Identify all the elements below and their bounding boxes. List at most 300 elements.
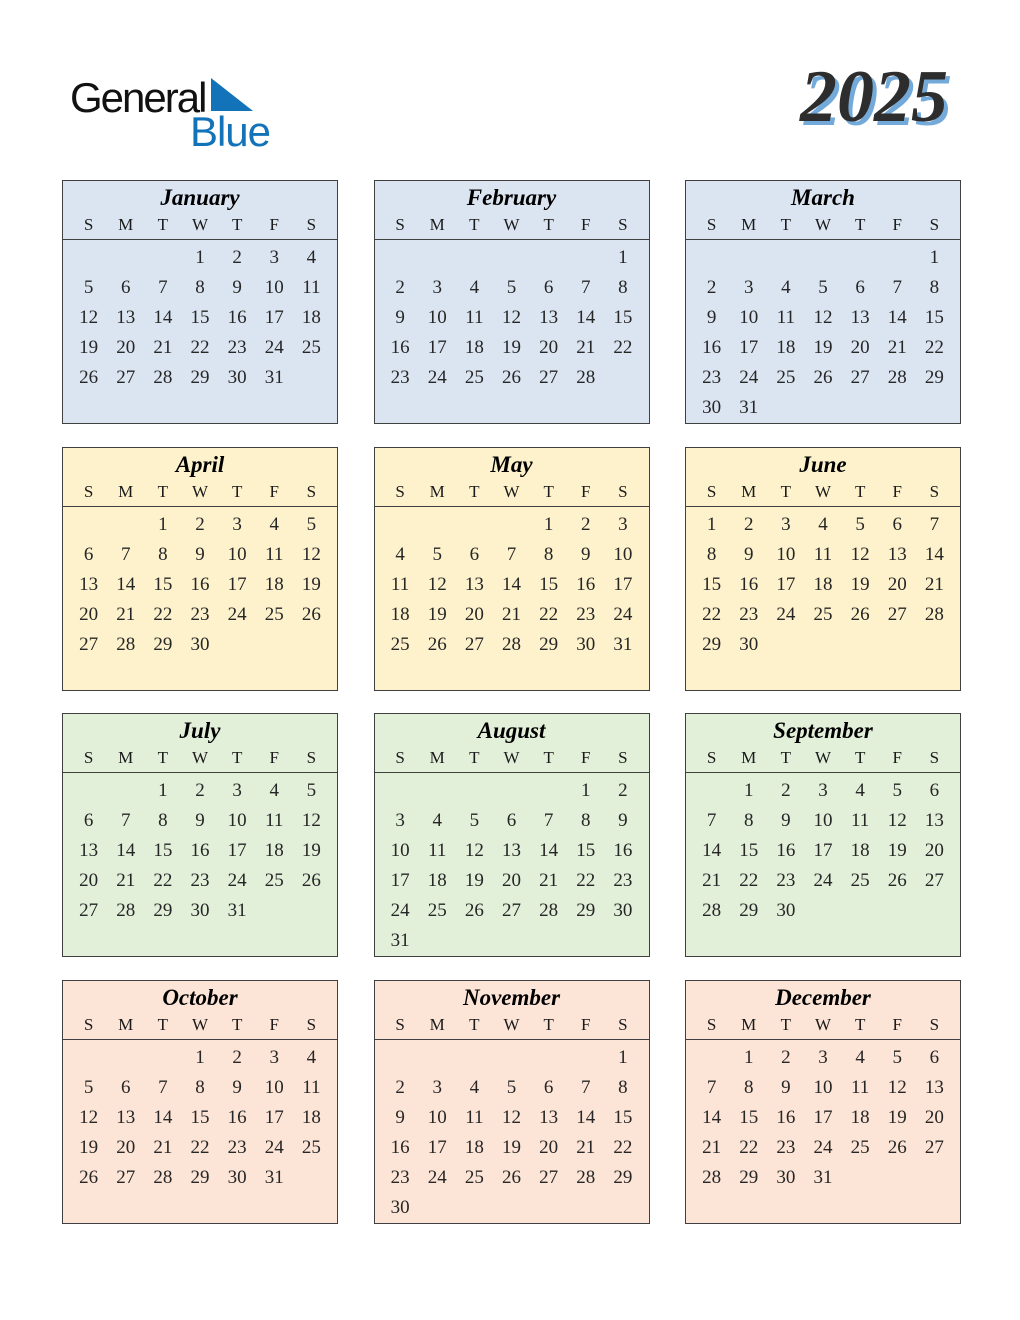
month-card-november bbox=[374, 980, 650, 1224]
month-card-september bbox=[685, 713, 961, 957]
date-cell: 8 bbox=[195, 1076, 205, 1098]
weekday-label: S bbox=[618, 748, 628, 767]
weekday-header-row bbox=[375, 1014, 649, 1036]
date-cell: 28 bbox=[702, 900, 722, 921]
date-cell: 13 bbox=[79, 573, 99, 595]
date-cell: 22 bbox=[702, 603, 722, 625]
weekday-label: T bbox=[854, 215, 866, 234]
date-cell: 1 bbox=[743, 1046, 754, 1068]
weekday-label: S bbox=[306, 215, 317, 234]
date-cell: 18 bbox=[464, 337, 484, 358]
date-cell: 7 bbox=[506, 543, 517, 565]
date-cell: 30 bbox=[190, 633, 210, 655]
empty-date-cell bbox=[219, 630, 256, 660]
date-cell: 29 bbox=[702, 633, 722, 655]
month-title: December bbox=[775, 984, 871, 1010]
weekday-label: M bbox=[118, 481, 134, 501]
weekday-label: S bbox=[83, 481, 94, 501]
month-title: August bbox=[477, 718, 546, 743]
date-cell: 26 bbox=[850, 603, 870, 625]
date-cell: 28 bbox=[576, 367, 596, 388]
date-cell: 22 bbox=[613, 337, 633, 358]
date-cell: 10 bbox=[776, 543, 796, 565]
date-cell: 10 bbox=[739, 307, 759, 328]
date-cell: 9 bbox=[781, 810, 791, 831]
weekday-label: S bbox=[306, 481, 317, 501]
weekday-label: S bbox=[929, 1014, 940, 1034]
date-cell: 24 bbox=[613, 603, 633, 625]
date-cell: 2 bbox=[395, 277, 405, 298]
date-cell: 1 bbox=[929, 247, 940, 268]
weekday-label: T bbox=[543, 1014, 554, 1034]
date-cell: 4 bbox=[395, 543, 405, 565]
date-cell: 13 bbox=[116, 1106, 136, 1128]
flag-triangle-icon bbox=[211, 78, 253, 111]
date-cell: 27 bbox=[79, 900, 99, 921]
date-cell: 25 bbox=[776, 367, 796, 388]
weekday-label: T bbox=[157, 748, 169, 767]
weekday-label: S bbox=[929, 215, 940, 234]
weekday-label: M bbox=[429, 215, 445, 234]
date-cell: 24 bbox=[813, 870, 833, 891]
month-title: June bbox=[799, 451, 847, 477]
date-cell: 27 bbox=[464, 633, 484, 655]
date-cell: 29 bbox=[153, 900, 173, 921]
date-cell: 21 bbox=[576, 337, 596, 358]
date-cell: 22 bbox=[190, 337, 210, 358]
date-cell: 1 bbox=[618, 247, 628, 268]
empty-date-cell bbox=[693, 243, 730, 273]
date-cell: 15 bbox=[702, 573, 722, 595]
weekday-label: F bbox=[269, 748, 279, 767]
date-cell: 20 bbox=[464, 603, 484, 625]
month-header bbox=[63, 984, 337, 1040]
date-cell: 8 bbox=[618, 277, 628, 298]
date-cell: 13 bbox=[501, 840, 521, 861]
date-cell: 5 bbox=[432, 543, 442, 565]
date-cell: 31 bbox=[613, 633, 633, 655]
date-cell: 23 bbox=[702, 367, 722, 388]
weekday-label: S bbox=[618, 215, 628, 234]
date-cell: 4 bbox=[306, 247, 317, 268]
date-grid bbox=[686, 1040, 960, 1193]
date-cell: 16 bbox=[190, 840, 210, 861]
weekday-label: M bbox=[118, 1014, 134, 1034]
date-cell: 18 bbox=[464, 1136, 484, 1158]
date-grid bbox=[63, 507, 337, 660]
date-cell: 22 bbox=[739, 870, 759, 891]
date-cell: 1 bbox=[543, 513, 554, 535]
date-cell: 18 bbox=[427, 870, 447, 891]
weekday-label: T bbox=[469, 1014, 480, 1034]
date-cell: 9 bbox=[581, 543, 591, 565]
date-cell: 25 bbox=[264, 603, 284, 625]
date-cell: 30 bbox=[613, 900, 633, 921]
date-cell: 2 bbox=[781, 780, 791, 801]
month-card-october bbox=[62, 980, 338, 1224]
weekday-label: W bbox=[814, 1014, 832, 1034]
date-cell: 24 bbox=[390, 900, 410, 921]
weekday-label: S bbox=[618, 481, 628, 501]
date-cell: 10 bbox=[227, 810, 247, 831]
date-cell: 18 bbox=[264, 840, 284, 861]
date-cell: 7 bbox=[929, 513, 940, 535]
date-cell: 1 bbox=[158, 780, 168, 801]
date-grid bbox=[63, 1040, 337, 1193]
weekday-label: W bbox=[503, 481, 520, 501]
date-grid bbox=[375, 1040, 649, 1223]
date-cell: 26 bbox=[464, 900, 484, 921]
date-cell: 12 bbox=[501, 307, 521, 328]
date-cell: 11 bbox=[850, 1076, 870, 1098]
weekday-label: S bbox=[706, 1014, 717, 1034]
date-cell: 5 bbox=[506, 277, 517, 298]
weekday-label: F bbox=[269, 481, 279, 501]
date-cell: 7 bbox=[706, 1076, 717, 1098]
date-cell: 25 bbox=[301, 337, 321, 358]
date-cell: 28 bbox=[702, 1166, 722, 1188]
date-cell: 3 bbox=[432, 277, 442, 298]
date-cell: 14 bbox=[702, 840, 722, 861]
date-cell: 2 bbox=[581, 513, 591, 535]
date-cell: 31 bbox=[739, 397, 759, 418]
empty-date-cell bbox=[107, 510, 144, 540]
date-cell: 10 bbox=[227, 543, 247, 565]
empty-date-cell bbox=[70, 510, 107, 540]
date-cell: 26 bbox=[301, 603, 321, 625]
date-cell: 22 bbox=[190, 1136, 210, 1158]
date-cell: 8 bbox=[618, 1076, 628, 1098]
date-cell: 15 bbox=[924, 307, 944, 328]
month-header bbox=[686, 184, 960, 240]
weekday-label: T bbox=[157, 481, 169, 501]
date-cell: 4 bbox=[469, 1076, 480, 1098]
date-cell: 17 bbox=[427, 337, 447, 358]
empty-date-cell bbox=[604, 926, 641, 956]
date-cell: 6 bbox=[120, 1076, 131, 1098]
date-cell: 27 bbox=[539, 1166, 559, 1188]
date-cell: 30 bbox=[776, 900, 796, 921]
date-cell: 13 bbox=[924, 1076, 944, 1098]
date-cell: 16 bbox=[613, 840, 633, 861]
empty-date-cell bbox=[530, 926, 567, 956]
date-cell: 22 bbox=[153, 603, 173, 625]
date-cell: 1 bbox=[618, 1046, 628, 1068]
date-cell: 14 bbox=[702, 1106, 722, 1128]
weekday-label: F bbox=[269, 215, 279, 234]
date-grid bbox=[375, 773, 649, 956]
date-cell: 17 bbox=[813, 840, 833, 861]
date-cell: 8 bbox=[706, 543, 717, 565]
date-cell: 27 bbox=[501, 900, 521, 921]
date-cell: 21 bbox=[702, 870, 722, 891]
date-cell: 6 bbox=[543, 1076, 554, 1098]
date-cell: 12 bbox=[427, 573, 447, 595]
months-grid bbox=[62, 180, 961, 1224]
weekday-header-row bbox=[686, 747, 960, 769]
date-cell: 18 bbox=[301, 1106, 321, 1128]
empty-date-cell bbox=[382, 243, 419, 273]
date-cell: 27 bbox=[116, 1166, 136, 1188]
weekday-label: M bbox=[429, 748, 445, 767]
empty-date-cell bbox=[804, 630, 841, 660]
date-cell: 26 bbox=[79, 367, 99, 388]
date-cell: 21 bbox=[116, 870, 136, 891]
weekday-label: T bbox=[157, 1014, 169, 1034]
date-cell: 15 bbox=[739, 840, 759, 861]
empty-date-cell bbox=[693, 776, 730, 806]
date-cell: 8 bbox=[158, 543, 168, 565]
date-cell: 21 bbox=[924, 573, 944, 595]
date-cell: 21 bbox=[887, 337, 907, 358]
date-cell: 12 bbox=[850, 543, 870, 565]
date-cell: 13 bbox=[887, 543, 907, 565]
weekday-label: S bbox=[306, 748, 317, 767]
date-cell: 5 bbox=[83, 1076, 94, 1098]
weekday-label: S bbox=[83, 748, 94, 767]
date-grid bbox=[686, 507, 960, 660]
month-title: April bbox=[175, 451, 225, 477]
date-cell: 3 bbox=[432, 1076, 442, 1098]
weekday-label: T bbox=[780, 215, 792, 234]
weekday-header-row bbox=[375, 481, 649, 503]
date-cell: 28 bbox=[153, 367, 173, 388]
date-cell: 3 bbox=[395, 810, 405, 831]
date-cell: 14 bbox=[924, 543, 944, 565]
date-cell: 6 bbox=[892, 513, 903, 535]
empty-date-cell bbox=[804, 243, 841, 273]
date-cell: 2 bbox=[781, 1046, 791, 1068]
empty-date-cell bbox=[567, 1193, 604, 1223]
date-cell: 17 bbox=[813, 1106, 833, 1128]
month-card-august bbox=[374, 713, 650, 957]
empty-date-cell bbox=[879, 243, 916, 273]
date-cell: 3 bbox=[232, 513, 242, 535]
weekday-label: T bbox=[780, 1014, 792, 1034]
date-cell: 24 bbox=[739, 367, 759, 388]
month-title: January bbox=[160, 185, 240, 210]
date-cell: 19 bbox=[301, 840, 321, 861]
date-cell: 17 bbox=[390, 870, 410, 891]
date-cell: 28 bbox=[924, 603, 944, 625]
month-card-april bbox=[62, 447, 338, 691]
empty-date-cell bbox=[916, 393, 953, 423]
date-cell: 24 bbox=[427, 367, 447, 388]
date-cell: 4 bbox=[269, 513, 280, 535]
empty-date-cell bbox=[382, 776, 419, 806]
weekday-label: T bbox=[543, 748, 554, 767]
month-card-march bbox=[685, 180, 961, 424]
empty-date-cell bbox=[879, 896, 916, 926]
empty-date-cell bbox=[916, 630, 953, 660]
date-cell: 10 bbox=[813, 810, 833, 831]
date-cell: 7 bbox=[158, 277, 168, 298]
weekday-label: F bbox=[581, 481, 591, 501]
date-cell: 20 bbox=[79, 603, 99, 625]
weekday-label: T bbox=[231, 215, 243, 234]
date-cell: 7 bbox=[581, 277, 591, 298]
empty-date-cell bbox=[493, 1043, 530, 1073]
date-cell: 14 bbox=[539, 840, 559, 861]
date-cell: 22 bbox=[153, 870, 173, 891]
date-cell: 22 bbox=[613, 1136, 633, 1158]
date-cell: 4 bbox=[306, 1046, 317, 1068]
date-cell: 9 bbox=[232, 277, 242, 298]
date-cell: 25 bbox=[264, 870, 284, 891]
weekday-label: W bbox=[814, 215, 832, 234]
date-cell: 22 bbox=[539, 603, 559, 625]
date-cell: 29 bbox=[190, 367, 210, 388]
date-cell: 4 bbox=[432, 810, 442, 831]
empty-date-cell bbox=[419, 776, 456, 806]
weekday-label: S bbox=[929, 748, 940, 767]
date-cell: 10 bbox=[390, 840, 410, 861]
empty-date-cell bbox=[842, 896, 879, 926]
weekday-label: S bbox=[395, 215, 405, 234]
date-cell: 6 bbox=[506, 810, 517, 831]
weekday-label: M bbox=[118, 215, 134, 234]
date-cell: 29 bbox=[539, 633, 559, 655]
date-cell: 26 bbox=[501, 1166, 521, 1188]
date-cell: 26 bbox=[427, 633, 447, 655]
empty-date-cell bbox=[293, 363, 330, 393]
weekday-label: W bbox=[191, 215, 209, 234]
date-cell: 19 bbox=[464, 870, 484, 891]
month-card-december bbox=[685, 980, 961, 1224]
empty-date-cell bbox=[879, 1163, 916, 1193]
date-cell: 12 bbox=[464, 840, 484, 861]
weekday-label: W bbox=[191, 1014, 209, 1034]
weekday-label: M bbox=[741, 215, 757, 234]
date-cell: 25 bbox=[390, 633, 410, 655]
date-cell: 8 bbox=[581, 810, 591, 831]
date-cell: 17 bbox=[264, 1106, 284, 1128]
empty-date-cell bbox=[456, 1193, 493, 1223]
date-cell: 1 bbox=[706, 513, 717, 535]
empty-date-cell bbox=[842, 1163, 879, 1193]
date-cell: 20 bbox=[116, 1136, 136, 1158]
date-cell: 5 bbox=[855, 513, 865, 535]
date-cell: 4 bbox=[855, 1046, 865, 1068]
weekday-label: S bbox=[395, 481, 405, 501]
date-cell: 10 bbox=[264, 1076, 284, 1098]
date-cell: 26 bbox=[887, 870, 907, 891]
date-cell: 2 bbox=[395, 1076, 405, 1098]
date-cell: 15 bbox=[576, 840, 596, 861]
date-cell: 5 bbox=[892, 780, 903, 801]
date-cell: 11 bbox=[390, 573, 410, 595]
empty-date-cell bbox=[419, 926, 456, 956]
empty-date-cell bbox=[842, 243, 879, 273]
weekday-label: T bbox=[780, 481, 792, 501]
date-cell: 28 bbox=[501, 633, 521, 655]
date-grid bbox=[63, 773, 337, 926]
empty-date-cell bbox=[107, 1043, 144, 1073]
weekday-label: T bbox=[469, 748, 480, 767]
date-cell: 15 bbox=[539, 573, 559, 595]
weekday-header-row bbox=[63, 747, 337, 769]
weekday-label: S bbox=[706, 215, 717, 234]
date-cell: 1 bbox=[158, 513, 168, 535]
date-cell: 7 bbox=[892, 277, 903, 298]
month-header bbox=[63, 184, 337, 240]
weekday-label: M bbox=[429, 1014, 445, 1034]
date-cell: 25 bbox=[464, 367, 484, 388]
date-grid bbox=[63, 240, 337, 393]
date-cell: 11 bbox=[465, 307, 484, 328]
date-cell: 25 bbox=[301, 1136, 321, 1158]
date-cell: 12 bbox=[887, 810, 907, 831]
date-cell: 9 bbox=[781, 1076, 791, 1098]
empty-date-cell bbox=[916, 896, 953, 926]
date-cell: 11 bbox=[813, 543, 833, 565]
weekday-label: W bbox=[191, 748, 209, 767]
date-cell: 13 bbox=[850, 307, 870, 328]
date-cell: 14 bbox=[887, 307, 907, 328]
date-cell: 26 bbox=[301, 870, 321, 891]
date-cell: 25 bbox=[813, 603, 833, 625]
weekday-label: F bbox=[581, 748, 591, 767]
date-cell: 20 bbox=[539, 337, 559, 358]
logo-text-general: General bbox=[70, 74, 206, 121]
date-cell: 3 bbox=[269, 247, 280, 268]
date-cell: 23 bbox=[227, 337, 247, 358]
date-cell: 16 bbox=[227, 307, 247, 328]
weekday-label: T bbox=[157, 215, 169, 234]
date-cell: 12 bbox=[887, 1076, 907, 1098]
month-header bbox=[63, 451, 337, 507]
date-cell: 2 bbox=[618, 780, 628, 801]
date-cell: 19 bbox=[427, 603, 447, 625]
date-cell: 10 bbox=[427, 1106, 447, 1128]
empty-date-cell bbox=[530, 1043, 567, 1073]
date-cell: 11 bbox=[428, 840, 447, 861]
date-cell: 2 bbox=[195, 780, 205, 801]
date-cell: 2 bbox=[743, 513, 754, 535]
date-cell: 9 bbox=[195, 810, 205, 831]
date-cell: 4 bbox=[781, 277, 791, 298]
empty-date-cell bbox=[107, 776, 144, 806]
date-cell: 1 bbox=[743, 780, 754, 801]
weekday-label: S bbox=[706, 481, 717, 501]
weekday-label: T bbox=[231, 1014, 243, 1034]
date-cell: 15 bbox=[153, 840, 173, 861]
date-cell: 29 bbox=[739, 900, 759, 921]
weekday-label: S bbox=[395, 748, 405, 767]
date-cell: 2 bbox=[232, 247, 242, 268]
date-cell: 16 bbox=[390, 1136, 410, 1158]
date-cell: 13 bbox=[116, 307, 136, 328]
date-cell: 3 bbox=[269, 1046, 280, 1068]
weekday-label: M bbox=[429, 481, 445, 501]
weekday-label: W bbox=[503, 748, 520, 767]
date-cell: 13 bbox=[924, 810, 944, 831]
month-title: July bbox=[179, 718, 221, 743]
date-cell: 27 bbox=[924, 1136, 944, 1158]
date-cell: 20 bbox=[924, 1106, 944, 1128]
date-cell: 21 bbox=[501, 603, 521, 625]
empty-date-cell bbox=[530, 1193, 567, 1223]
weekday-label: W bbox=[503, 1014, 520, 1034]
month-card-may bbox=[374, 447, 650, 691]
date-cell: 23 bbox=[390, 367, 410, 388]
empty-date-cell bbox=[293, 896, 330, 926]
date-cell: 20 bbox=[501, 870, 521, 891]
date-cell: 27 bbox=[116, 367, 136, 388]
date-cell: 19 bbox=[301, 573, 321, 595]
empty-date-cell bbox=[144, 243, 181, 273]
date-cell: 17 bbox=[227, 840, 247, 861]
